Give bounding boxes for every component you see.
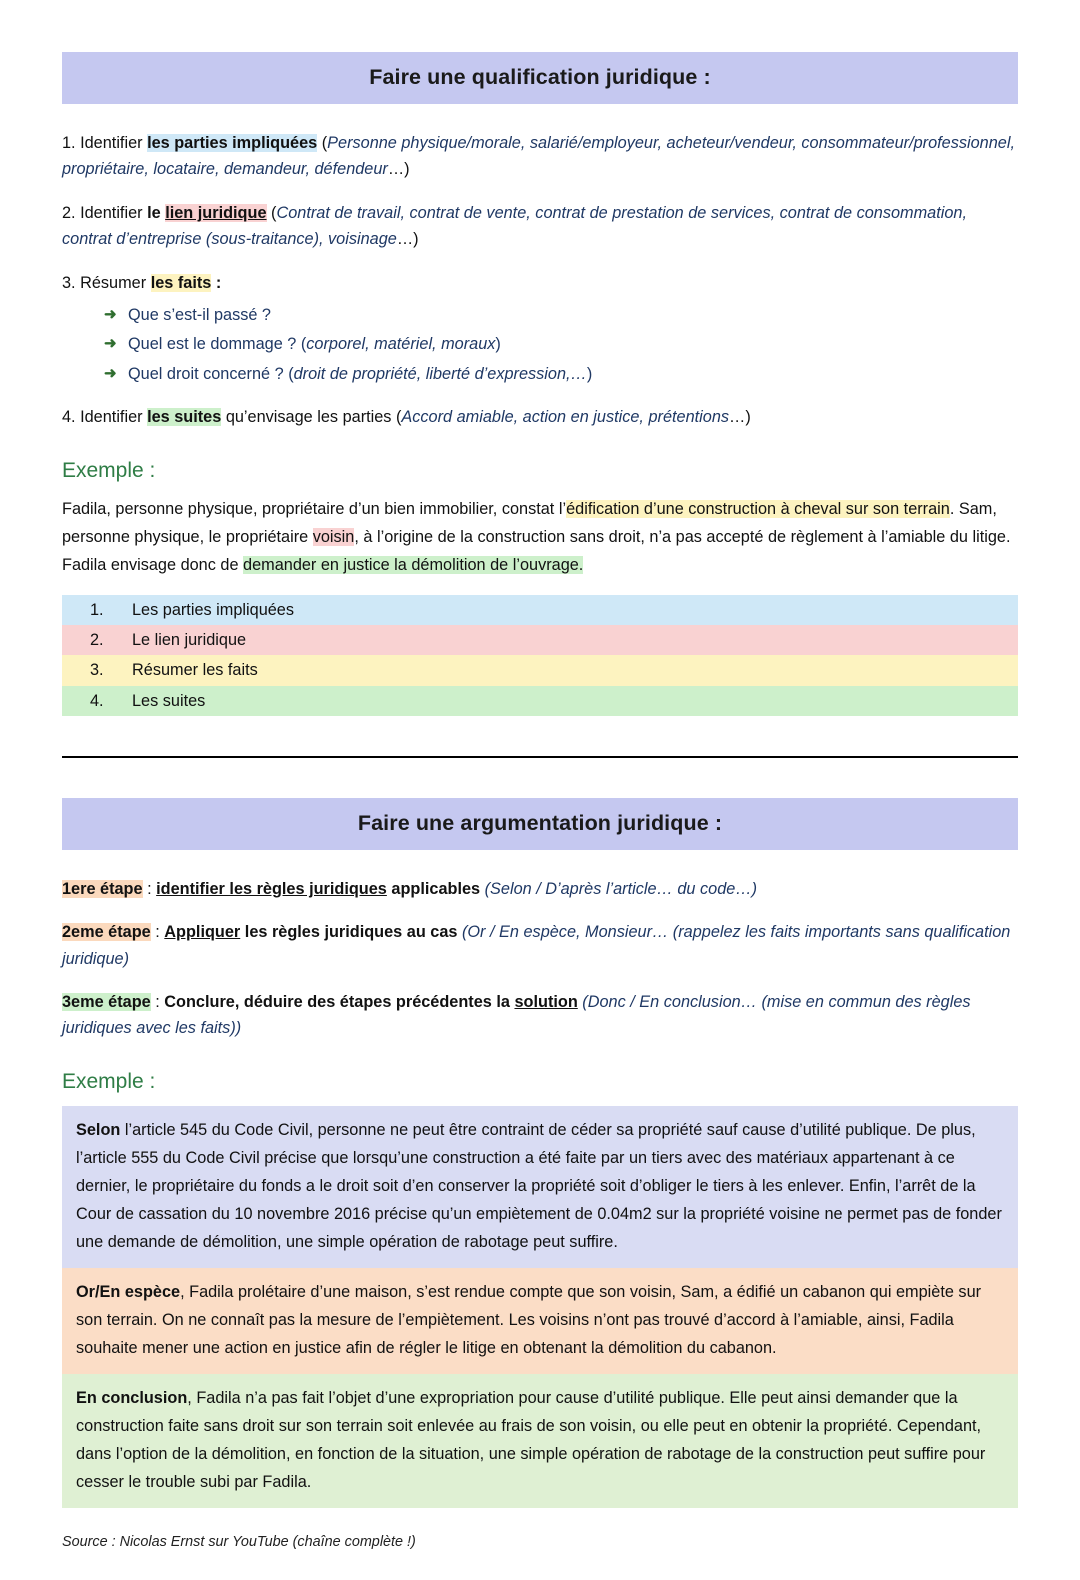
step1-keyword: les parties impliquées — [147, 134, 318, 152]
arg-step1-tail: …) — [735, 879, 758, 898]
arg-step3-sep: : — [150, 993, 165, 1012]
sublist-close: ) — [495, 335, 501, 354]
legend-label: Le lien juridique — [132, 630, 247, 649]
arg-step1-italic: l’article… du code — [605, 879, 736, 898]
block2-text: , Fadila prolétaire d’une maison, s’est rendue compte que son voisin, Sam, a édifié un cabanon qui empiète sur son terrain. On ne connaît pas la mesure de l’empiètement. Les voisins n’ont pas trouvé d’accord à l’amiable, ainsi, Fadila souhaite mener une action en justice afin de régler le litige en obtenant la démolition du cabanon. — [76, 1282, 982, 1357]
legend-label: Résumer les faits — [132, 661, 258, 680]
step2-paren-open: ( — [266, 203, 277, 222]
example-part-2: . Sam, personne physique, le propriétaire — [62, 499, 997, 546]
step4-keyword: les suites — [147, 408, 222, 427]
block1-keyword: Selon — [76, 1120, 121, 1139]
legend-item-suites — [62, 686, 1018, 716]
exemple-heading-1: Exemple : — [62, 458, 156, 482]
example-highlight-yellow: édification d’une construction à cheval sur son terrain — [566, 499, 950, 518]
step2-bold: le — [147, 203, 166, 222]
sublist-text: Que s’est-il passé ? — [128, 305, 271, 324]
block2-keyword: Or/En espèce — [76, 1282, 181, 1301]
argumentation-step-3 — [62, 989, 1018, 1042]
legend-number: 3. — [90, 661, 104, 680]
sublist-close: ) — [586, 364, 593, 383]
arg-step3-paren: (Donc / En conclusion… — [577, 993, 762, 1012]
legend-item-parties — [62, 595, 1018, 625]
step1-italic: Personne physique/morale, salarié/employeur, acheteur/vendeur, consommateur/professionnel, propriétaire, locataire, demandeur, défendeur — [62, 134, 1015, 179]
arg-step1-bold2: applicables — [386, 879, 481, 898]
legend-number: 4. — [90, 691, 104, 710]
block3-keyword: En conclusion — [76, 1388, 188, 1407]
example-highlight-pink: voisin — [312, 527, 355, 546]
sublist-text: Quel droit concerné ? ( — [128, 364, 294, 383]
qualification-step-3 — [62, 270, 1018, 296]
source-credit: Source : Nicolas Ernst sur YouTube (chaîne complète !) — [62, 1533, 416, 1550]
legend-number: 1. — [90, 600, 104, 619]
arg-step1-paren: (Selon / D’après — [480, 879, 606, 898]
arg-step3-bold2: Conclure, déduire des étapes précédentes la — [164, 993, 515, 1012]
step2-prefix: 2. Identifier — [62, 203, 148, 222]
arg-step2-badge: 2eme étape — [62, 923, 151, 942]
legend-number: 2. — [90, 630, 104, 649]
step1-tail: …) — [387, 160, 410, 179]
arg-step2-sep: : — [150, 923, 165, 942]
argumentation-step-2 — [62, 919, 1018, 972]
qualification-step-1 — [62, 130, 1018, 183]
argumentation-block-regles — [62, 1106, 1018, 1268]
list-item — [62, 303, 1018, 328]
qualification-step-4 — [62, 404, 1018, 430]
arg-step2-bold2: les règles juridiques au cas — [240, 923, 458, 942]
step1-paren-open: ( — [317, 134, 328, 152]
step1-prefix: 1. Identifier — [62, 134, 148, 152]
step4-mid: qu’envisage les parties ( — [221, 408, 402, 427]
section-title-qualification: Faire une qualification juridique : — [62, 52, 1018, 104]
arg-step3-italic: (mise en commun des règles juridiques avec les faits) — [62, 993, 971, 1038]
block1-text: l’article 545 du Code Civil, personne ne peut être contraint de céder sa propriété sauf cause d’utilité publique. De plus, l’article 555 du Code Civil précise que lorsqu’une construction a été faite par un tiers avec des matériaux appartenant à ce dernier, le propriétaire du fonds a le droit soit d’en conserver la propriété soit d’obliger le tiers à les enlever. Enfin, l’arrêt de la Cour de cassation du 10 novembre 2016 précise qu’un empiètement de 0.04m2 sur la propriété voisine ne permet pas de fonder une demande de démolition, une simple opération de rabotage peut suffire. — [76, 1120, 1002, 1251]
arg-step3-keyword: solution — [514, 993, 578, 1012]
argumentation-block-conclusion — [62, 1374, 1018, 1508]
section-title-argumentation: Faire une argumentation juridique : — [62, 798, 1018, 850]
legend-label: Les parties impliquées — [132, 600, 294, 619]
qualification-step-3-sublist — [62, 303, 1018, 387]
argumentation-block-application — [62, 1268, 1018, 1374]
step4-italic: Accord amiable, action en justice, prétentions — [401, 408, 730, 427]
arg-step3-badge: 3eme étape — [62, 993, 151, 1012]
step4-prefix: 4. Identifier — [62, 408, 148, 427]
step2-tail: …) — [396, 230, 419, 249]
legend-item-faits — [62, 655, 1018, 685]
list-item — [62, 332, 1018, 357]
example-part-1: Fadila, personne physique, propriétaire d’un bien immobilier, constat l’ — [62, 499, 567, 518]
arrow-right-icon: ➜ — [104, 335, 117, 353]
step3-tail: : — [211, 273, 222, 292]
list-item — [62, 362, 1018, 387]
arg-step1-badge: 1ere étape — [62, 879, 143, 898]
arg-step3-tail: ) — [235, 1019, 242, 1038]
arg-step2-paren: (Or / En espèce, Monsieur… ( — [457, 923, 679, 942]
qualification-legend — [62, 595, 1018, 716]
arg-step2-keyword: Appliquer — [164, 923, 241, 942]
arrow-right-icon: ➜ — [104, 305, 117, 323]
arg-step2-tail: ) — [123, 949, 129, 968]
step2-italic: Contrat de travail, contrat de vente, contrat de prestation de services, contrat de consommation, contrat d’entreprise (sous-traitance), voisinage — [62, 203, 967, 249]
step3-prefix: 3. Résumer — [62, 273, 151, 292]
section-divider — [62, 756, 1018, 758]
qualification-example-text — [62, 495, 1018, 579]
arg-step1-sep: : — [142, 879, 157, 898]
legend-item-lien — [62, 625, 1018, 655]
example-part-3: , à l’origine de la construction sans droit, n’a pas accepté de règlement à l’amiable du litige. Fadila envisage donc de — [62, 527, 1011, 574]
exemple-heading-2: Exemple : — [62, 1069, 156, 1093]
step2-keyword: lien juridique — [165, 203, 267, 222]
sublist-italic: droit de propriété, liberté d’expression,… — [293, 364, 587, 383]
arg-step2-italic: rappelez les faits importants sans qualification juridique — [62, 923, 1011, 968]
example-highlight-green: demander en justice la démolition de l’ouvrage. — [243, 555, 584, 574]
step4-tail: …) — [729, 408, 751, 427]
qualification-step-2 — [62, 200, 1018, 253]
arg-step1-keyword: identifier les règles juridiques — [156, 879, 387, 898]
block3-text: , Fadila n’a pas fait l’objet d’une expropriation pour cause d’utilité publique. Elle peut ainsi demander que la construction faite sans droit sur son terrain soit enlevée au frais de son voisin, ou elle peut en obtenir la propriété. Cependant, dans l’option de la démolition, en fonction de la situation, une simple opération de rabotage de la construction peut suffire pour cesser le trouble subi par Fadila. — [76, 1388, 986, 1491]
sublist-text: Quel est le dommage ? ( — [128, 335, 307, 354]
legend-label: Les suites — [132, 691, 206, 710]
step3-keyword: les faits — [150, 273, 212, 292]
sublist-italic: corporel, matériel, moraux — [306, 335, 496, 354]
arrow-right-icon: ➜ — [104, 364, 117, 382]
argumentation-step-1 — [62, 876, 1018, 902]
